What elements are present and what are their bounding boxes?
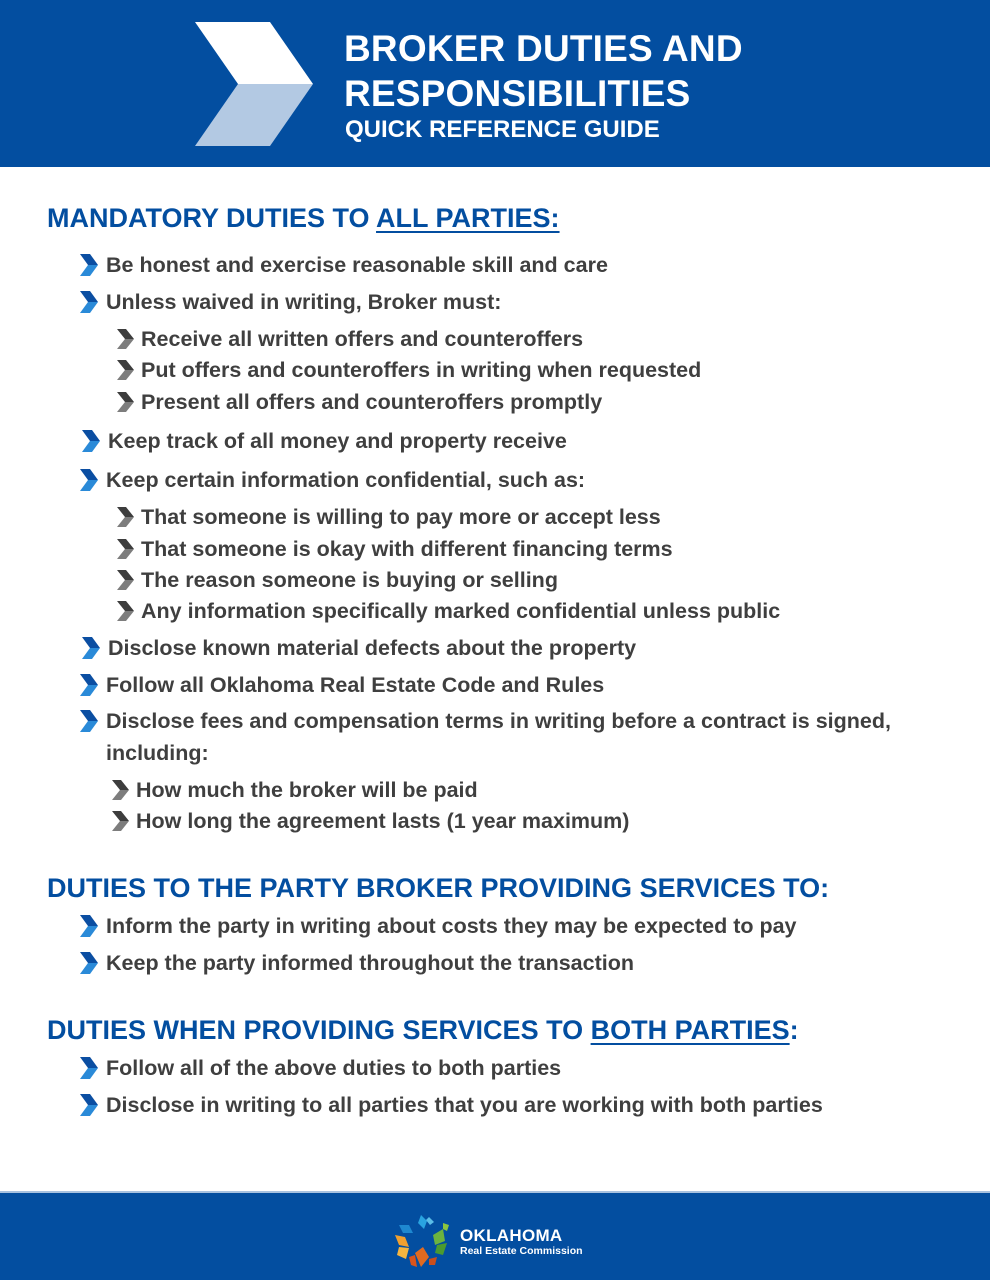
sub-list-item [114,323,583,355]
section-title-text: MANDATORY DUTIES TO [47,203,377,233]
title-line-1: BROKER DUTIES AND [344,28,743,69]
section-title-both-parties [47,1013,799,1047]
list-item-text: Unless waived in writing, Broker must: [106,290,502,314]
sub-list-item-text: Put offers and counteroffers in writing when requested [141,358,702,382]
chevron-bullet-icon [78,468,102,492]
chevron-sub-bullet-icon [114,328,138,350]
chevron-bullet-icon [78,673,102,697]
page-title [344,26,743,116]
list-item [80,425,567,457]
sub-list-item [109,774,478,806]
sub-list-item [114,533,673,565]
list-item-text: Follow all Oklahoma Real Estate Code and Rules [106,673,605,697]
oklahoma-star-logo-icon [393,1213,453,1271]
chevron-sub-bullet-icon [114,538,138,560]
sub-list-item [114,354,701,386]
section-title-suffix: : [789,1015,799,1045]
section-title-text: DUTIES WHEN PROVIDING SERVICES TO [47,1015,591,1045]
list-item [78,669,604,701]
chevron-bullet-icon [78,709,102,733]
list-item-text: Keep track of all money and property receive [108,429,567,453]
sub-list-item-text: The reason someone is buying or selling [141,568,558,592]
chevron-sub-bullet-icon [114,569,138,591]
sub-list-item [114,595,780,627]
list-item [78,286,501,318]
chevron-bullet-icon [78,914,102,938]
chevron-bullet-icon [78,1093,102,1117]
section-title-all-parties [47,201,560,235]
sub-list-item-text: How long the agreement lasts (1 year maximum) [136,809,630,833]
title-line-2: RESPONSIBILITIES [344,73,691,114]
list-item-text: Disclose in writing to all parties that you are working with both parties [106,1093,823,1117]
chevron-sub-bullet-icon [109,779,133,801]
sub-list-item [114,564,558,596]
list-item-text: Inform the party in writing about costs they may be expected to pay [106,914,797,938]
chevron-sub-bullet-icon [114,600,138,622]
list-item-text: Disclose known material defects about the property [108,636,637,660]
sub-list-item-text: Receive all written offers and counteroffers [141,327,584,351]
list-item [80,632,636,664]
list-item [78,249,608,281]
chevron-right-icon [195,22,315,146]
chevron-sub-bullet-icon [114,506,138,528]
list-item-text: Keep certain information confidential, such as: [106,468,586,492]
list-item [78,947,634,979]
footer-brand-subtitle: Real Estate Commission [460,1245,583,1257]
section-title-text: DUTIES TO THE PARTY BROKER PROVIDING SERVICES TO: [47,873,830,903]
section-title-party-served [47,871,829,905]
chevron-bullet-icon [78,951,102,975]
footer-brand: OKLAHOMA [460,1226,563,1245]
chevron-bullet-icon [78,1056,102,1080]
chevron-sub-bullet-icon [114,391,138,413]
chevron-sub-bullet-icon [109,810,133,832]
list-item-text: Disclose fees and compensation terms in writing before a contract is signed, including: [106,709,891,765]
footer-banner [0,1191,990,1280]
list-item [78,910,797,942]
sub-list-item [109,805,629,837]
page-subtitle: QUICK REFERENCE GUIDE [345,116,660,143]
sub-list-item [114,386,602,418]
sub-list-item-text: Present all offers and counteroffers promptly [141,390,603,414]
chevron-bullet-icon [80,429,104,453]
section-title-underlined: ALL PARTIES: [376,203,560,233]
list-item [78,464,585,496]
sub-list-item-text: How much the broker will be paid [136,778,478,802]
chevron-bullet-icon [78,253,102,277]
sub-list-item-text: That someone is okay with different financing terms [141,537,673,561]
list-item [78,1052,561,1084]
list-item-text: Follow all of the above duties to both parties [106,1056,562,1080]
chevron-bullet-icon [80,636,104,660]
chevron-sub-bullet-icon [114,359,138,381]
list-item [78,705,908,769]
list-item [78,1089,868,1121]
list-item-text: Keep the party informed throughout the transaction [106,951,634,975]
section-title-underlined: BOTH PARTIES [590,1015,790,1045]
list-item-text: Be honest and exercise reasonable skill and care [106,253,608,277]
header-banner [0,0,990,167]
sub-list-item [114,501,661,533]
sub-list-item-text: That someone is willing to pay more or accept less [141,505,661,529]
chevron-bullet-icon [78,290,102,314]
sub-list-item-text: Any information specifically marked confidential unless public [141,599,781,623]
